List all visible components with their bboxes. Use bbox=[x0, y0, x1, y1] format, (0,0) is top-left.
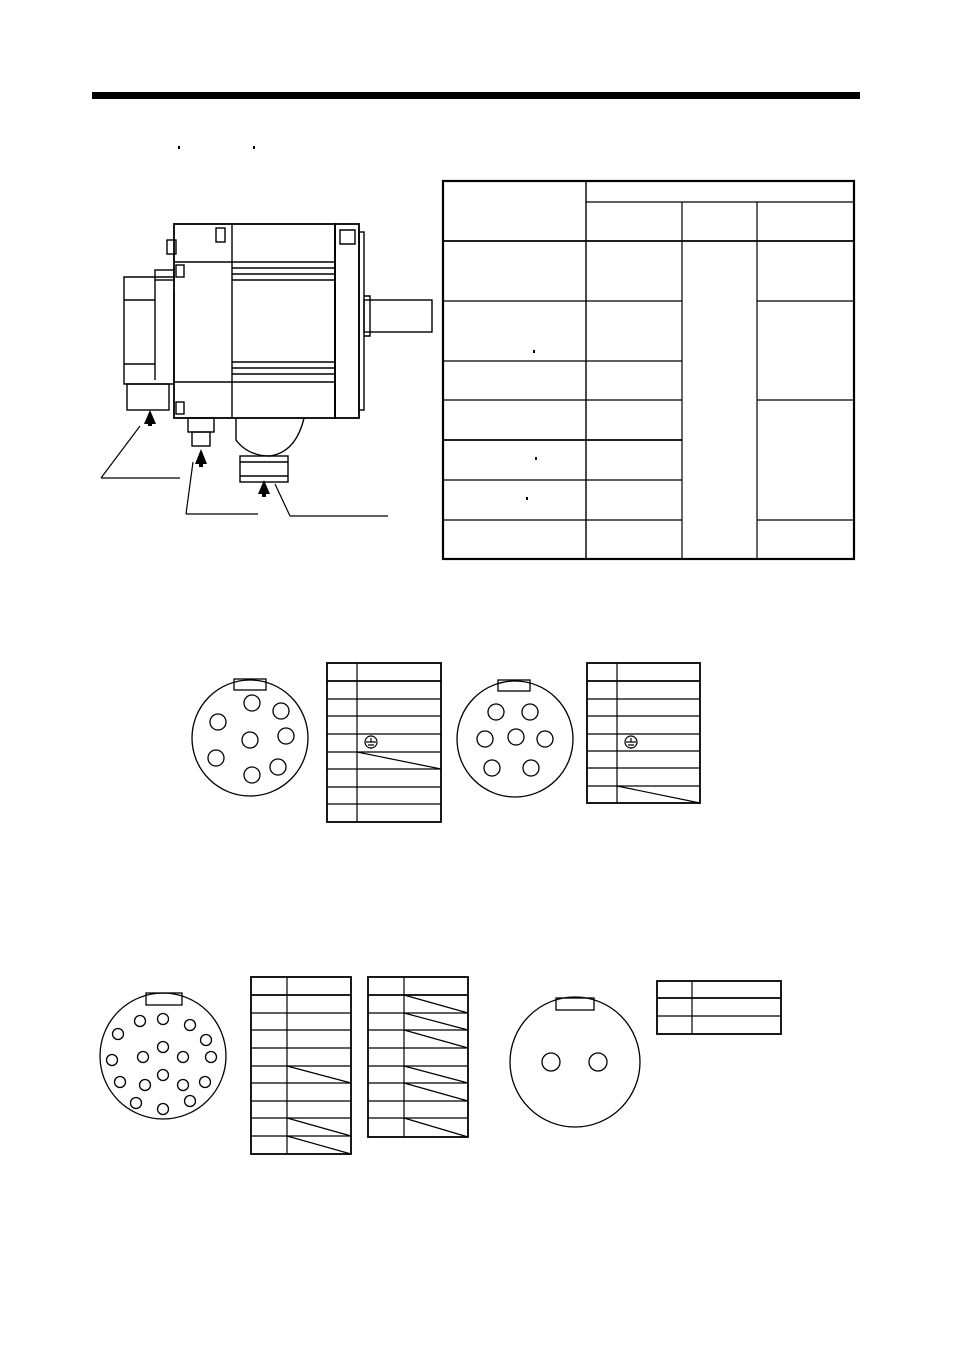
power-pin-table-8 bbox=[327, 663, 441, 822]
power-pin-table-6 bbox=[587, 663, 700, 803]
table-dot bbox=[533, 350, 535, 353]
brake-pin-table bbox=[657, 981, 781, 1034]
servo-motor-drawing bbox=[124, 224, 432, 482]
table-dot bbox=[526, 497, 528, 500]
power-connector-8pin bbox=[192, 679, 308, 796]
title-dot bbox=[253, 146, 255, 149]
leader-lines bbox=[101, 426, 388, 516]
header-rule bbox=[92, 92, 860, 99]
power-connector-6pin bbox=[457, 680, 573, 797]
connector-arrows bbox=[144, 410, 270, 497]
encoder-pin-table-a bbox=[251, 977, 351, 1154]
table-dot bbox=[535, 457, 537, 460]
title-dot bbox=[178, 146, 180, 149]
encoder-pin-table-b bbox=[368, 977, 468, 1137]
brake-connector bbox=[510, 997, 640, 1127]
motor-table bbox=[443, 181, 854, 559]
encoder-connector bbox=[100, 993, 226, 1119]
